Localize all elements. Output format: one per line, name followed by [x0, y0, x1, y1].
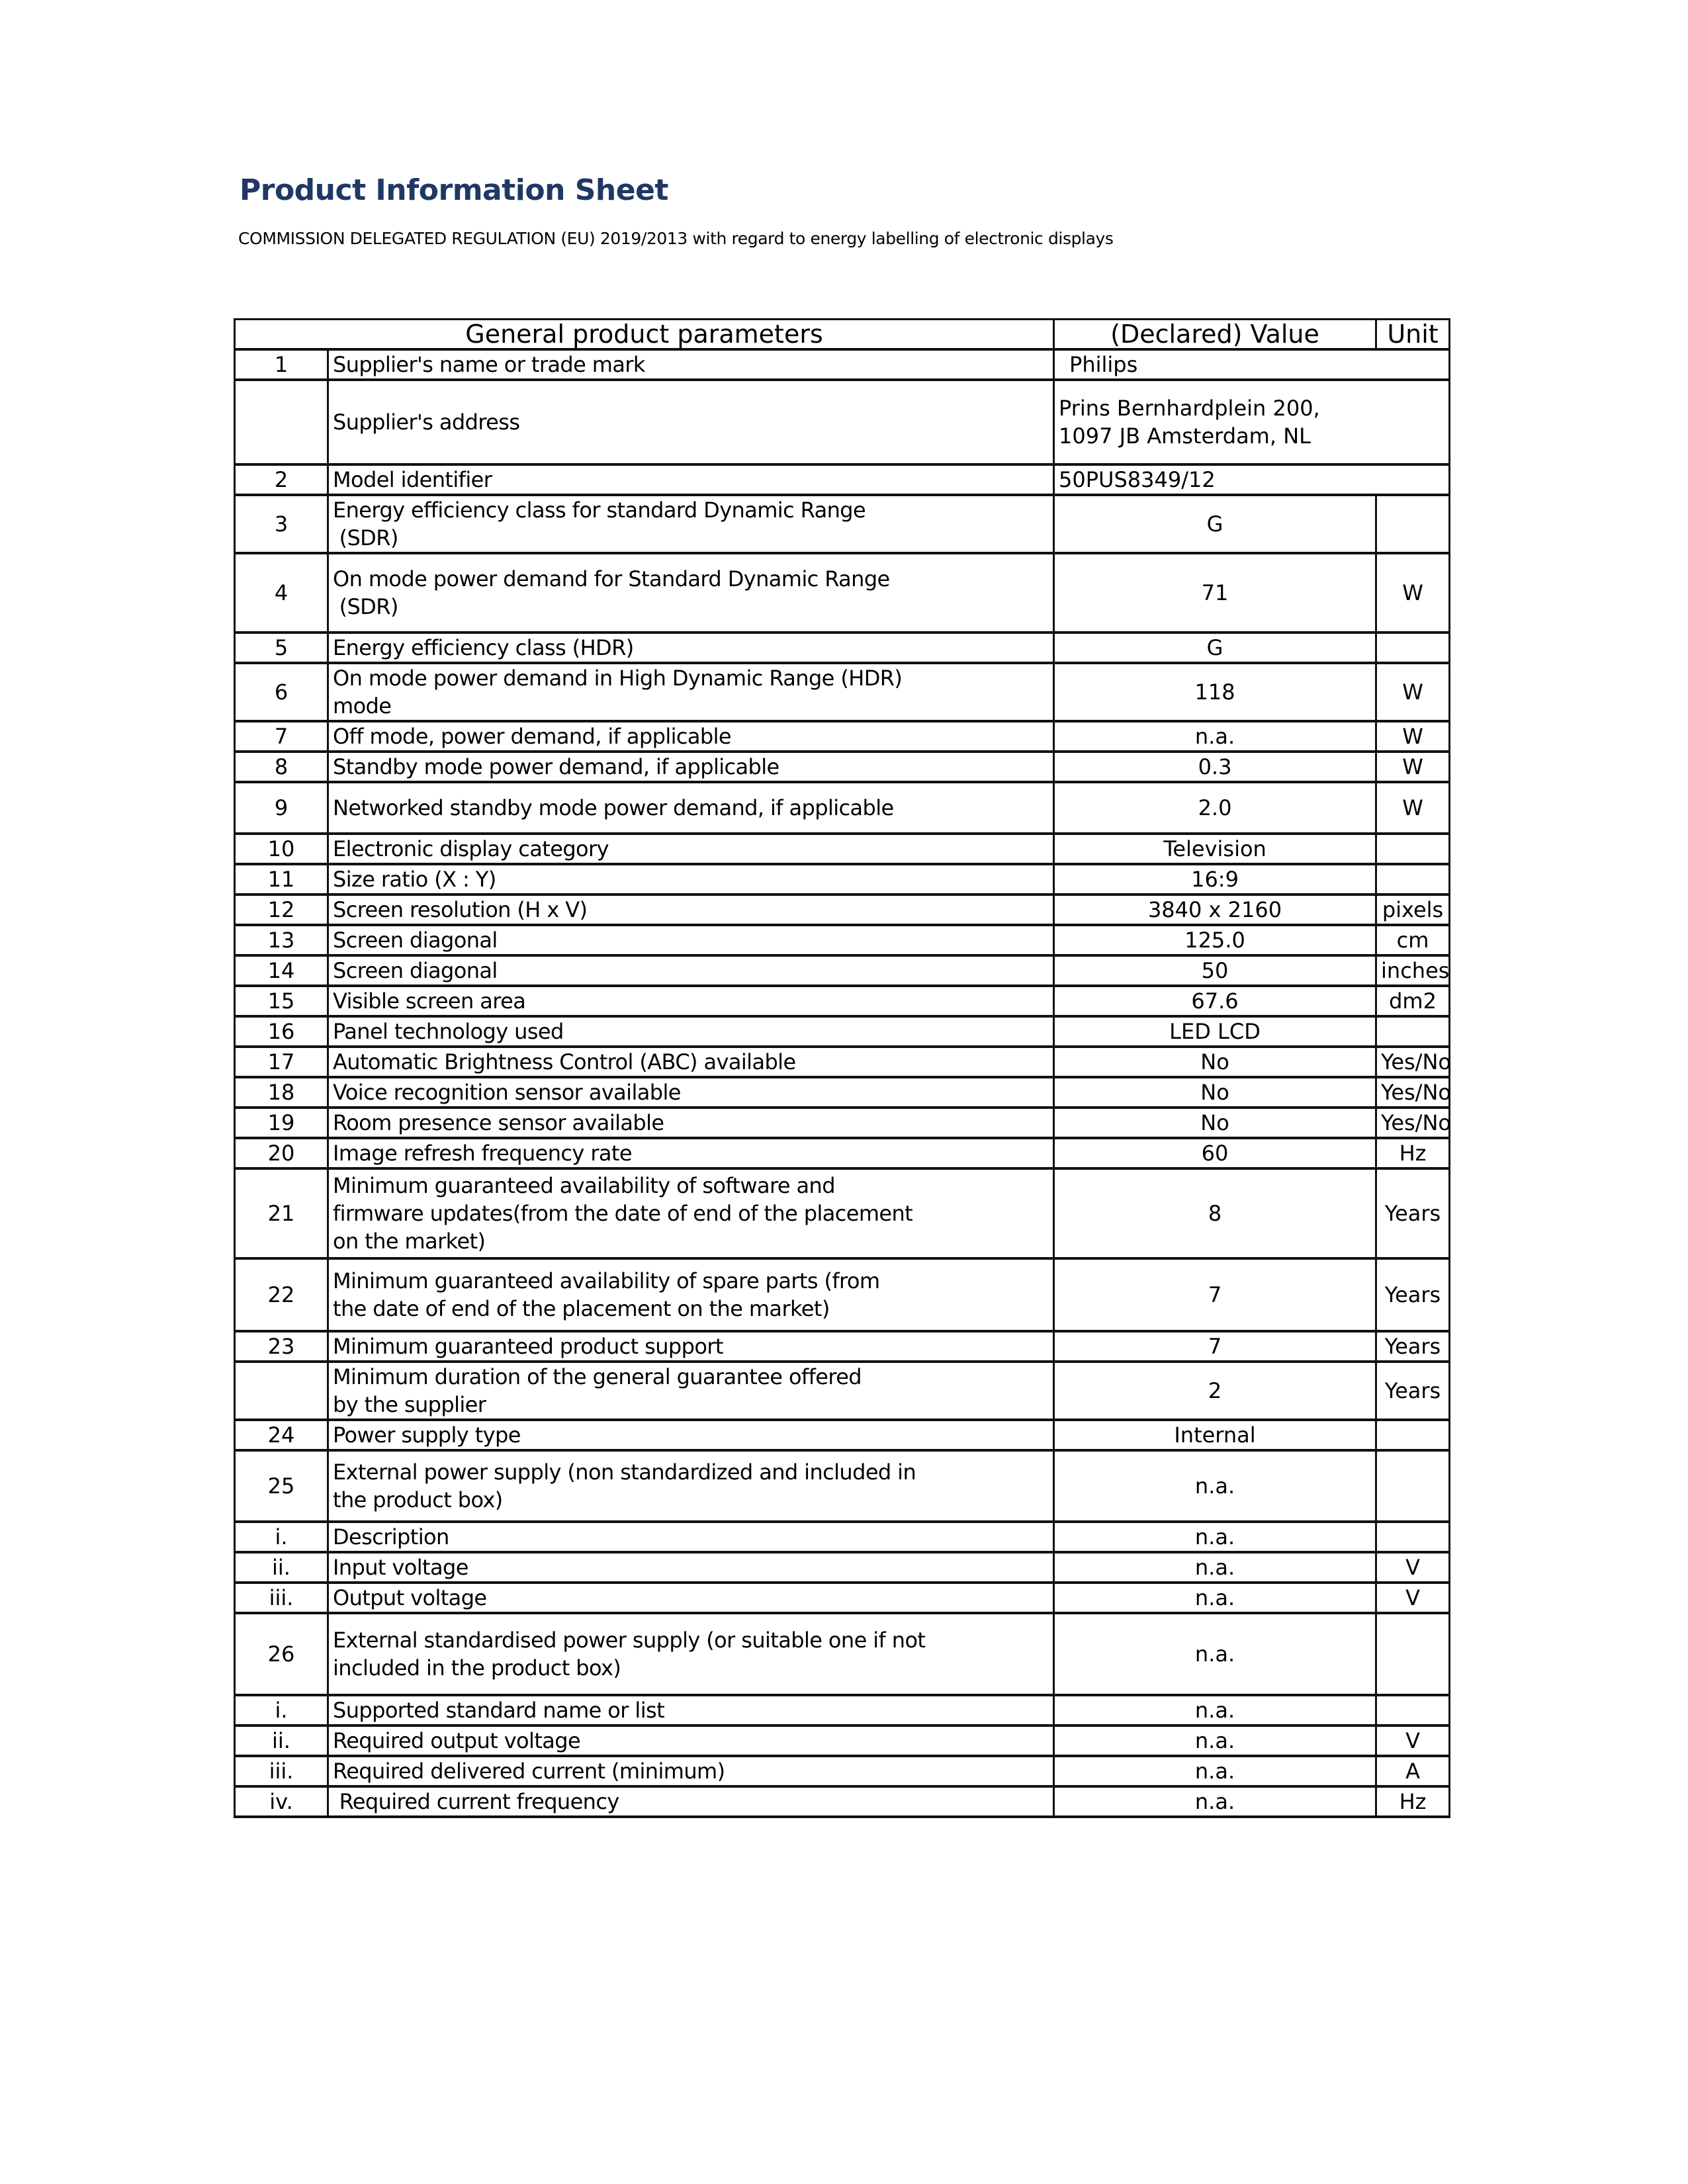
row-parameter: Supplier's name or trade mark — [328, 349, 1054, 380]
row-parameter: Screen diagonal — [328, 955, 1054, 986]
row-value: 0.3 — [1054, 752, 1376, 782]
row-unit: Hz — [1376, 1786, 1450, 1817]
row-parameter: Size ratio (X : Y) — [328, 864, 1054, 895]
row-parameter: Screen diagonal — [328, 925, 1054, 955]
row-parameter-line-text: (SDR) — [339, 525, 398, 550]
table-row — [235, 1786, 1450, 1817]
table-row — [235, 1108, 1450, 1138]
table-row — [235, 1756, 1450, 1786]
row-unit: Yes/No — [1376, 1047, 1450, 1077]
row-unit: pixels — [1376, 895, 1450, 925]
row-value: n.a. — [1054, 1725, 1376, 1756]
row-unit — [1376, 1613, 1450, 1695]
row-number: 1 — [235, 349, 328, 380]
table-row — [235, 895, 1450, 925]
row-parameter — [328, 1258, 1054, 1331]
row-parameter-line: Minimum guaranteed availability of spare parts (from — [333, 1268, 880, 1293]
row-parameter: Energy efficiency class (HDR) — [328, 633, 1054, 663]
row-number: 2 — [235, 464, 328, 495]
row-parameter: Visible screen area — [328, 986, 1054, 1016]
table-row — [235, 1450, 1450, 1522]
table-header-row — [235, 320, 1450, 350]
row-number: 26 — [235, 1613, 328, 1695]
page-title: Product Information Sheet — [240, 173, 668, 207]
table-row — [235, 986, 1450, 1016]
row-parameter: Supported standard name or list — [328, 1695, 1054, 1725]
row-number: i. — [235, 1695, 328, 1725]
row-parameter — [328, 1613, 1054, 1695]
row-parameter: Room presence sensor available — [328, 1108, 1054, 1138]
row-value: 8 — [1054, 1168, 1376, 1258]
row-number: 7 — [235, 721, 328, 752]
row-value: 3840 x 2160 — [1054, 895, 1376, 925]
product-information-table — [234, 318, 1450, 1818]
row-parameter-line: Minimum guaranteed availability of software and — [333, 1173, 835, 1198]
regulation-subtitle: COMMISSION DELEGATED REGULATION (EU) 2019/2013 with regard to energy labelling of electronic displays — [238, 229, 1114, 248]
row-number: 13 — [235, 925, 328, 955]
row-parameter: Model identifier — [328, 464, 1054, 495]
table-row — [235, 782, 1450, 834]
table-row — [235, 1047, 1450, 1077]
row-unit: Years — [1376, 1168, 1450, 1258]
row-value: No — [1054, 1047, 1376, 1077]
row-parameter-line: Minimum duration of the general guarantee offered — [333, 1364, 862, 1389]
row-number — [235, 1362, 328, 1420]
row-value: No — [1054, 1077, 1376, 1108]
row-value: n.a. — [1054, 1450, 1376, 1522]
row-number: 16 — [235, 1016, 328, 1047]
row-value: 60 — [1054, 1138, 1376, 1168]
column-header-unit: Unit — [1376, 320, 1450, 350]
row-number: 25 — [235, 1450, 328, 1522]
table-row — [235, 633, 1450, 663]
row-parameter-line: included in the product box) — [333, 1655, 621, 1681]
row-number: 22 — [235, 1258, 328, 1331]
row-parameter — [328, 553, 1054, 633]
row-value: Internal — [1054, 1420, 1376, 1450]
row-value — [1054, 349, 1450, 380]
row-value: No — [1054, 1108, 1376, 1138]
row-value: G — [1054, 495, 1376, 553]
row-unit: Hz — [1376, 1138, 1450, 1168]
row-parameter: Voice recognition sensor available — [328, 1077, 1054, 1108]
row-parameter: Minimum guaranteed product support — [328, 1331, 1054, 1362]
row-value-text: Philips — [1069, 352, 1138, 377]
row-parameter-line: by the supplier — [333, 1392, 486, 1417]
table-row — [235, 1583, 1450, 1613]
table-row — [235, 1077, 1450, 1108]
row-unit — [1376, 1695, 1450, 1725]
row-number: 24 — [235, 1420, 328, 1450]
row-parameter: Electronic display category — [328, 834, 1054, 864]
row-value: 7 — [1054, 1258, 1376, 1331]
row-number: 19 — [235, 1108, 328, 1138]
row-number: 4 — [235, 553, 328, 633]
table-row — [235, 1138, 1450, 1168]
row-value: 50PUS8349/12 — [1054, 464, 1450, 495]
table-row — [235, 464, 1450, 495]
row-value — [1054, 380, 1450, 464]
row-unit — [1376, 495, 1450, 553]
row-unit: W — [1376, 553, 1450, 633]
row-parameter-line: the product box) — [333, 1487, 503, 1512]
table-row — [235, 955, 1450, 986]
row-number: iii. — [235, 1756, 328, 1786]
row-parameter: Off mode, power demand, if applicable — [328, 721, 1054, 752]
table-row — [235, 752, 1450, 782]
row-parameter: Supplier's address — [328, 380, 1054, 464]
row-unit: Yes/No — [1376, 1108, 1450, 1138]
row-unit — [1376, 834, 1450, 864]
row-parameter — [328, 1362, 1054, 1420]
row-value: 2.0 — [1054, 782, 1376, 834]
row-parameter-text: Required current frequency — [339, 1789, 619, 1814]
row-value: n.a. — [1054, 1786, 1376, 1817]
row-parameter: Panel technology used — [328, 1016, 1054, 1047]
row-parameter-line: Energy efficiency class for standard Dynamic Range — [333, 498, 866, 523]
row-value: 71 — [1054, 553, 1376, 633]
row-number: 3 — [235, 495, 328, 553]
column-header-parameters: General product parameters — [235, 320, 1054, 350]
row-parameter-line: the date of end of the placement on the market) — [333, 1296, 830, 1321]
row-value: n.a. — [1054, 1552, 1376, 1583]
row-unit: W — [1376, 721, 1450, 752]
table-row — [235, 1016, 1450, 1047]
row-parameter: Screen resolution (H x V) — [328, 895, 1054, 925]
row-number: 18 — [235, 1077, 328, 1108]
row-value: 50 — [1054, 955, 1376, 986]
row-parameter-line: External power supply (non standardized and included in — [333, 1460, 916, 1485]
row-unit — [1376, 1420, 1450, 1450]
row-parameter — [328, 663, 1054, 721]
row-number: 6 — [235, 663, 328, 721]
row-value: Television — [1054, 834, 1376, 864]
row-value: n.a. — [1054, 1756, 1376, 1786]
row-parameter: Description — [328, 1522, 1054, 1552]
row-unit: V — [1376, 1725, 1450, 1756]
row-number: ii. — [235, 1725, 328, 1756]
row-parameter: Power supply type — [328, 1420, 1054, 1450]
row-number: 14 — [235, 955, 328, 986]
row-number: 21 — [235, 1168, 328, 1258]
table-row — [235, 864, 1450, 895]
row-number: 23 — [235, 1331, 328, 1362]
row-unit: Years — [1376, 1331, 1450, 1362]
row-number: ii. — [235, 1552, 328, 1583]
row-parameter: Standby mode power demand, if applicable — [328, 752, 1054, 782]
row-parameter-line: On mode power demand in High Dynamic Range (HDR) — [333, 666, 903, 691]
column-header-value: (Declared) Value — [1054, 320, 1376, 350]
row-unit: W — [1376, 752, 1450, 782]
row-value: 7 — [1054, 1331, 1376, 1362]
row-number: 15 — [235, 986, 328, 1016]
row-parameter — [328, 1168, 1054, 1258]
row-unit — [1376, 1450, 1450, 1522]
row-unit: V — [1376, 1552, 1450, 1583]
row-parameter-line: mode — [333, 693, 392, 719]
row-unit: Yes/No — [1376, 1077, 1450, 1108]
address-line-1: Prins Bernhardplein 200, — [1059, 396, 1320, 421]
row-unit: W — [1376, 663, 1450, 721]
table-row — [235, 1362, 1450, 1420]
row-value: n.a. — [1054, 1613, 1376, 1695]
row-value: G — [1054, 633, 1376, 663]
row-value: n.a. — [1054, 1695, 1376, 1725]
row-number: 8 — [235, 752, 328, 782]
row-parameter-line: External standardised power supply (or suitable one if not — [333, 1628, 926, 1653]
row-value: n.a. — [1054, 1522, 1376, 1552]
row-number: 9 — [235, 782, 328, 834]
table-row — [235, 925, 1450, 955]
row-parameter-line — [333, 593, 1049, 621]
table-row — [235, 834, 1450, 864]
table-row — [235, 1613, 1450, 1695]
row-unit: W — [1376, 782, 1450, 834]
table-row — [235, 1331, 1450, 1362]
row-parameter-line — [333, 524, 1049, 552]
row-parameter — [328, 1786, 1054, 1817]
row-value: LED LCD — [1054, 1016, 1376, 1047]
row-parameter-line: firmware updates(from the date of end of the placement — [333, 1201, 913, 1226]
row-value: n.a. — [1054, 1583, 1376, 1613]
row-unit: dm2 — [1376, 986, 1450, 1016]
table-row — [235, 1168, 1450, 1258]
row-value: n.a. — [1054, 721, 1376, 752]
row-unit: inches — [1376, 955, 1450, 986]
table-row — [235, 349, 1450, 380]
table-row — [235, 1552, 1450, 1583]
row-parameter: Networked standby mode power demand, if applicable — [328, 782, 1054, 834]
row-value: 67.6 — [1054, 986, 1376, 1016]
row-parameter-line: on the market) — [333, 1229, 486, 1254]
row-number: 11 — [235, 864, 328, 895]
row-parameter: Required output voltage — [328, 1725, 1054, 1756]
row-unit: Years — [1376, 1362, 1450, 1420]
row-parameter: Required delivered current (minimum) — [328, 1756, 1054, 1786]
row-value: 2 — [1054, 1362, 1376, 1420]
table-row — [235, 1725, 1450, 1756]
row-unit: V — [1376, 1583, 1450, 1613]
row-parameter: Output voltage — [328, 1583, 1054, 1613]
row-value: 125.0 — [1054, 925, 1376, 955]
row-number: 20 — [235, 1138, 328, 1168]
row-parameter: Input voltage — [328, 1552, 1054, 1583]
row-parameter-line: On mode power demand for Standard Dynamic Range — [333, 566, 890, 591]
row-unit — [1376, 1016, 1450, 1047]
table-row — [235, 1420, 1450, 1450]
row-number: 17 — [235, 1047, 328, 1077]
row-parameter: Automatic Brightness Control (ABC) available — [328, 1047, 1054, 1077]
table-row — [235, 1258, 1450, 1331]
table-row — [235, 721, 1450, 752]
row-unit — [1376, 864, 1450, 895]
row-unit: A — [1376, 1756, 1450, 1786]
row-number: 10 — [235, 834, 328, 864]
row-unit — [1376, 633, 1450, 663]
row-number: iv. — [235, 1786, 328, 1817]
row-number: 12 — [235, 895, 328, 925]
row-number: 5 — [235, 633, 328, 663]
row-parameter-line-text: (SDR) — [339, 594, 398, 619]
address-line-2: 1097 JB Amsterdam, NL — [1059, 423, 1311, 449]
row-unit — [1376, 1522, 1450, 1552]
row-number: i. — [235, 1522, 328, 1552]
row-unit: Years — [1376, 1258, 1450, 1331]
table-row — [235, 1522, 1450, 1552]
table-row — [235, 495, 1450, 553]
row-value: 16:9 — [1054, 864, 1376, 895]
row-unit: cm — [1376, 925, 1450, 955]
row-number — [235, 380, 328, 464]
row-parameter — [328, 1450, 1054, 1522]
row-parameter — [328, 495, 1054, 553]
table-row — [235, 380, 1450, 464]
row-value: 118 — [1054, 663, 1376, 721]
row-number: iii. — [235, 1583, 328, 1613]
table-row — [235, 553, 1450, 633]
table-row — [235, 1695, 1450, 1725]
table-row — [235, 663, 1450, 721]
row-parameter: Image refresh frequency rate — [328, 1138, 1054, 1168]
